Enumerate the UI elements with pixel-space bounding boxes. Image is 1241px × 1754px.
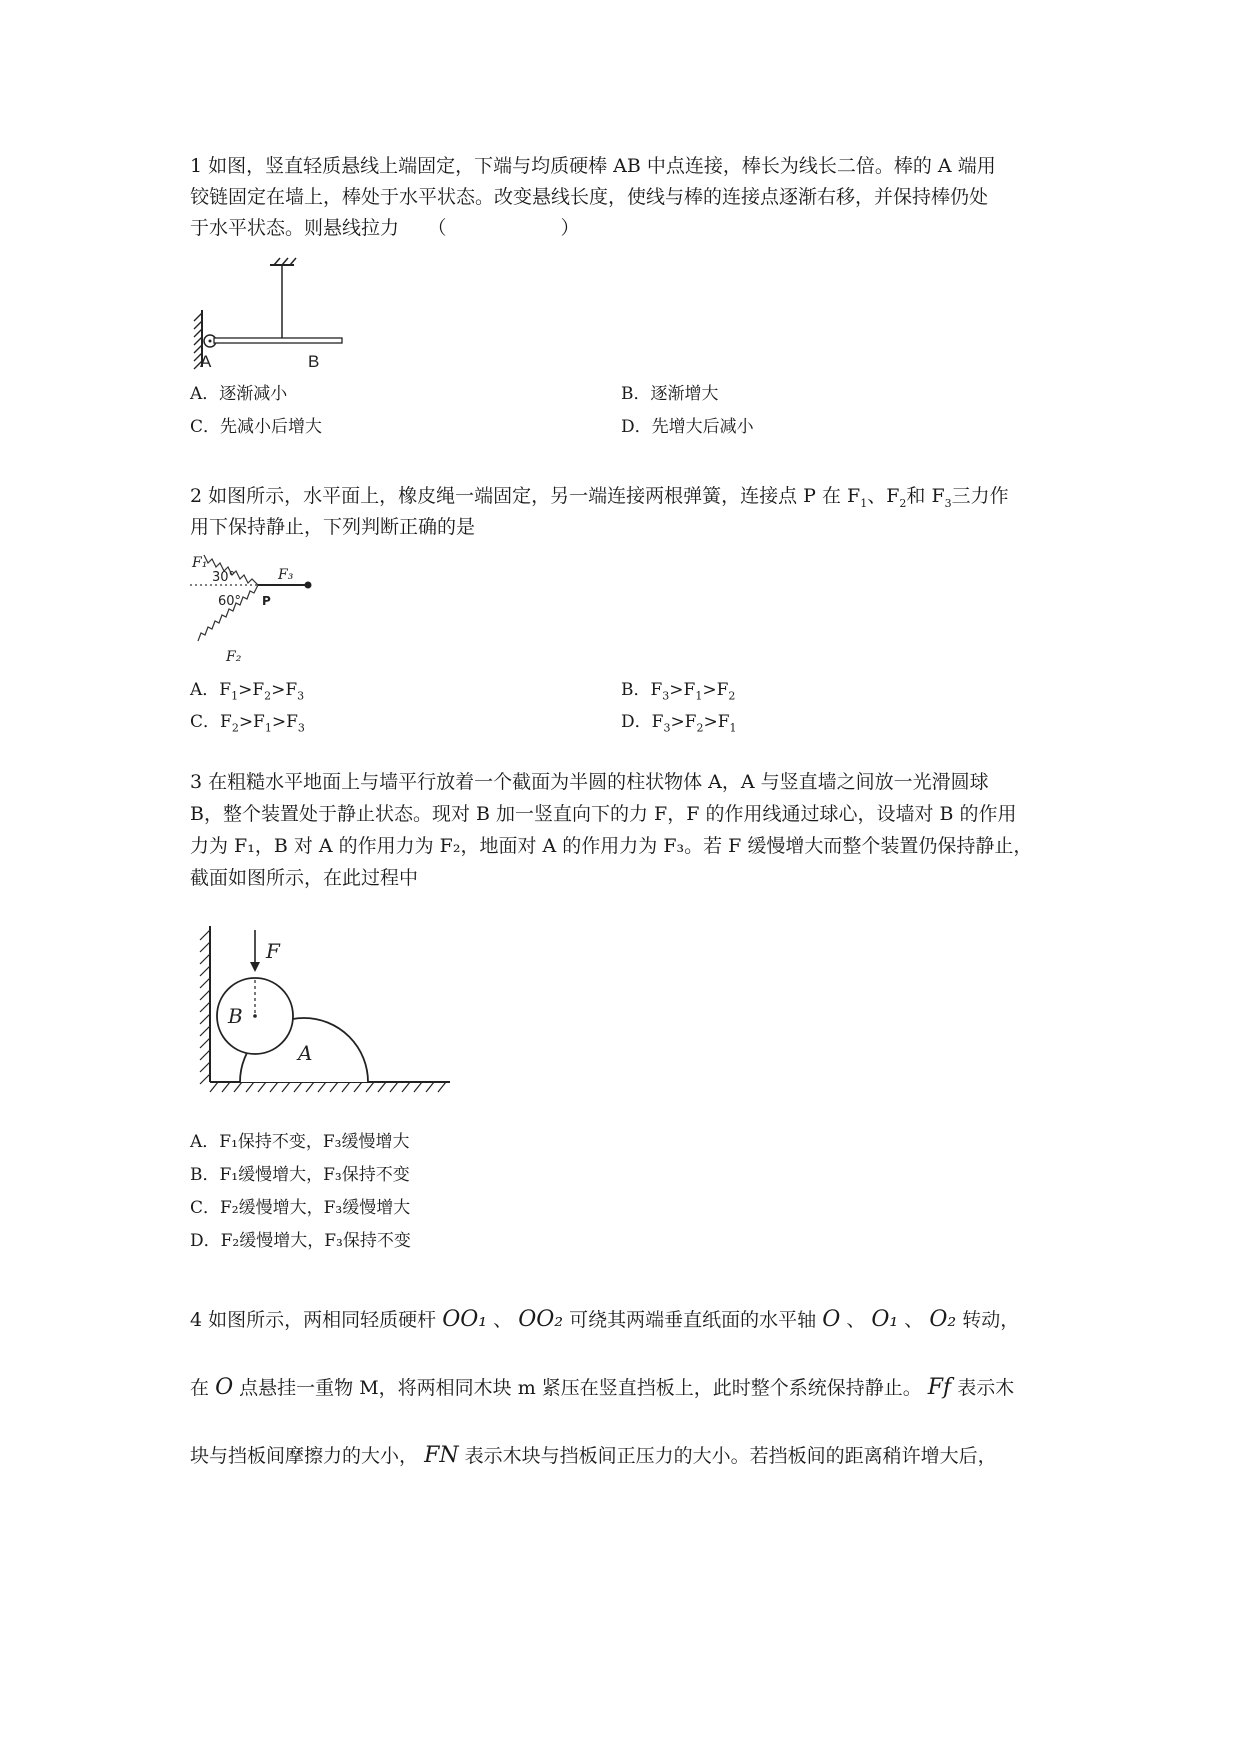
q3-text-line-2: B，整个装置处于静止状态。现对 B 加一竖直向下的力 F，F 的作用线通过球心，设墙对 B 的作用 <box>190 803 1017 825</box>
q1-option-a[interactable]: A．逐渐减小 <box>190 384 288 404</box>
q3-label-f: F <box>266 939 280 963</box>
q4-text-line-3: 块与挡板间摩擦力的大小， FN 表示木块与挡板间正压力的大小。若挡板间的距离稍许增大后， <box>190 1443 997 1468</box>
q1-text-line-2: 铰链固定在墙上，棒处于水平状态。改变悬线长度，使线与棒的连接点逐渐右移，并保持棒仍处 <box>190 186 989 208</box>
q1-option-b[interactable]: B．逐渐增大 <box>621 384 719 404</box>
q3-option-b[interactable]: B．F₁缓慢增大，F₃保持不变 <box>190 1165 410 1185</box>
q1-figure <box>190 255 360 375</box>
q2-option-a[interactable]: A．$F_1>F_2>F_3$ <box>190 680 305 703</box>
q1-label-a: A <box>200 352 212 371</box>
q1-text-line-3: 于水平状态。则悬线拉力 （ ） <box>190 217 580 239</box>
q2-label-p: P <box>262 594 271 608</box>
q4-text-line-2: 在 O 点悬挂一重物 M，将两相同木块 m 紧压在竖直挡板上，此时整个系统保持静止。 Ff 表示木 <box>190 1375 1015 1400</box>
q2-label-f2: F₂ <box>226 649 242 665</box>
q1-option-d[interactable]: D．先增大后减小 <box>621 417 754 437</box>
q2-label-f1: F₁ <box>192 555 208 571</box>
q2-text-line-2: 用下保持静止，下列判断正确的是 <box>190 516 476 538</box>
q3-text-line-3: 力为 F₁，B 对 A 的作用力为 F₂，地面对 A 的作用力为 F₃。若 F 缓慢增大而整个装置仍保持静止， <box>190 835 1033 857</box>
q4-text-line-1: 4 如图所示，两相同轻质硬杆 OO₁ 、 OO₂ 可绕其两端垂直纸面的水平轴 O 、 O₁ 、 O₂ 转动， <box>190 1307 1020 1332</box>
q3-text-line-1: 3 在粗糙水平地面上与墙平行放着一个截面为半圆的柱状物体 A，A 与竖直墙之间放一光滑圆球 <box>190 771 989 793</box>
q2-text-line-1: 2 如图所示，水平面上，橡皮绳一端固定，另一端连接两根弹簧，连接点 P 在 $F_1$、$F_2$和 $F_3$三力作 <box>190 485 1009 510</box>
q1-label-b: B <box>308 352 320 371</box>
q3-label-a: A <box>298 1041 313 1065</box>
q2-option-b[interactable]: B．$F_3>F_1>F_2$ <box>621 680 736 703</box>
q3-text-line-4: 截面如图所示，在此过程中 <box>190 867 419 889</box>
q3-figure <box>198 922 458 1102</box>
q2-label-angle-30: 30° <box>212 570 236 585</box>
q1-text-line-1: 1 如图，竖直轻质悬线上端固定，下端与均质硬棒 AB 中点连接，棒长为线长二倍。棒的 A 端用 <box>190 155 996 177</box>
q2-figure <box>190 545 320 675</box>
q2-label-f3: F₃ <box>278 567 294 583</box>
q3-option-c[interactable]: C．F₂缓慢增大，F₃缓慢增大 <box>190 1198 411 1218</box>
q2-option-c[interactable]: C．$F_2>F_1>F_3$ <box>190 712 305 735</box>
q3-label-b: B <box>228 1004 243 1028</box>
q3-option-d[interactable]: D．F₂缓慢增大，F₃保持不变 <box>190 1231 411 1251</box>
q2-label-angle-60: 60° <box>218 594 242 609</box>
q3-option-a[interactable]: A．F₁保持不变，F₃缓慢增大 <box>190 1132 410 1152</box>
q2-option-d[interactable]: D．$F_3>F_2>F_1$ <box>621 712 737 735</box>
q1-option-c[interactable]: C．先减小后增大 <box>190 417 323 437</box>
